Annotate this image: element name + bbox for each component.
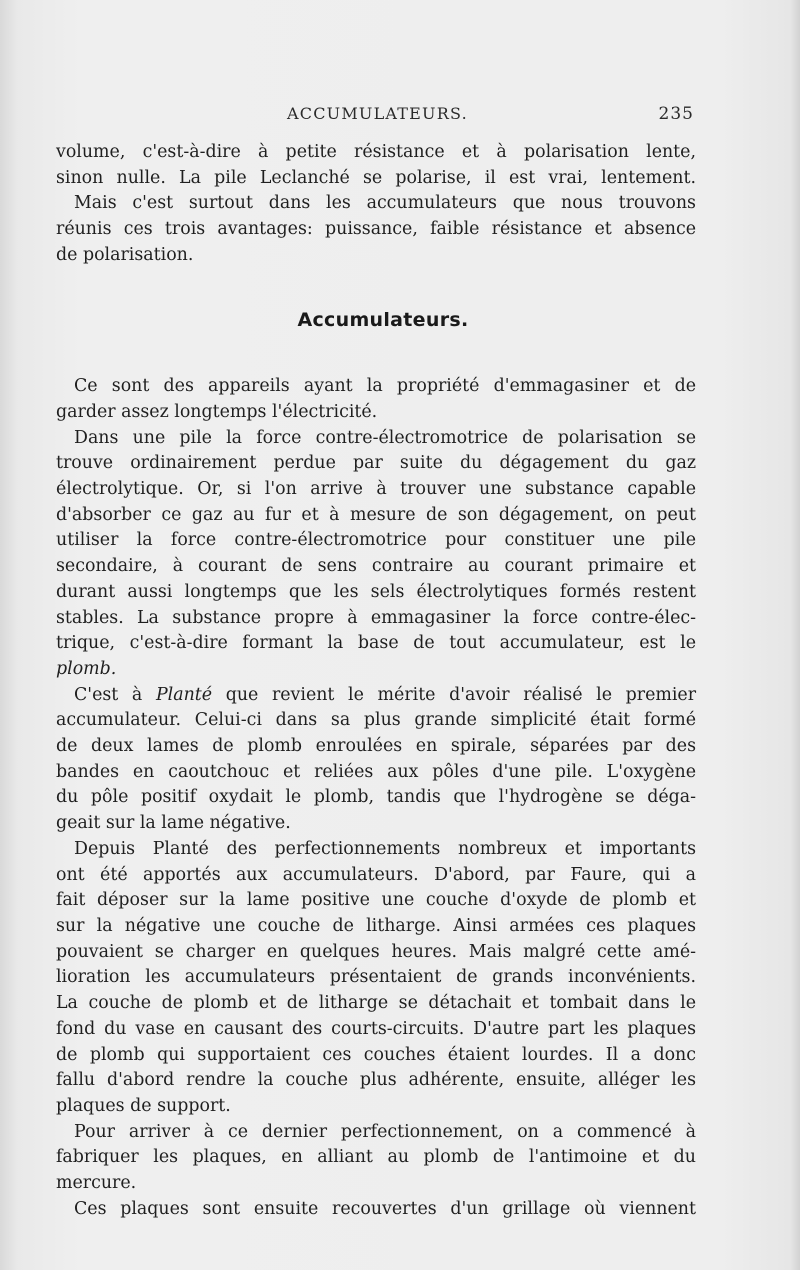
text-line: du pôle positif oxydait le plomb, tandis que l'hydrogène se déga- [56,787,696,808]
text-line: trique, c'est-à-dire formant la base de tout accumulateur, est le [56,633,696,654]
text-line: fallu d'abord rendre la couche plus adhérente, ensuite, alléger les [56,1070,696,1091]
text-line: utiliser la force contre-électromotrice pour constituer une pile [56,530,696,551]
text-line: fond du vase en causant des courts-circuits. D'autre part les plaques [56,1018,696,1039]
text-line: volume, c'est-à-dire à petite résistance et à polarisation lente, [56,142,696,162]
text-line: garder assez longtemps l'électricité. [56,401,378,422]
italic-term: plomb. [56,658,117,679]
text-line: de plomb qui supportaient ces couches étaient lourdes. Il a donc [56,1044,696,1065]
text-line: Mais c'est surtout dans les accumulateurs que nous trouvons [74,193,696,214]
text-line: pouvaient se charger en quelques heures. Mais malgré cette amé- [56,941,696,962]
text-line [56,683,696,709]
paragraph-grid [56,1197,696,1223]
italic-name: Planté [155,684,213,705]
text-fragment: que revient le mérite d'avoir réalisé le premier [212,684,697,705]
text-line [56,657,696,683]
text-line: Ces plaques sont ensuite recouvertes d'un grillage où viennent [74,1198,696,1219]
text-line: sur la négative une couche de litharge. Ainsi armées ces plaques [56,915,696,936]
text-line: trouve ordinairement perdue par suite du dégagement du gaz [56,453,696,474]
text-line: mercure. [56,1173,137,1194]
text-line: durant aussi longtemps que les sels électrolytiques formés restent [56,581,696,602]
text-line: de polarisation. [56,244,194,265]
text-line: stables. La substance propre à emmagasiner la force contre-élec- [56,607,696,628]
text-line: fait déposer sur la lame positive une couche d'oxyde de plomb et [56,890,696,911]
text-line: ont été apportés aux accumulateurs. D'abord, par Faure, qui a [56,864,696,885]
text-line: de deux lames de plomb enroulées en spirale, séparées par des [56,736,696,757]
text-line: Pour arriver à ce dernier perfectionnement, on a commencé à [74,1121,696,1142]
text-line: accumulateur. Celui-ci dans sa plus grande simplicité était formé [56,710,696,731]
text-line: sinon nulle. La pile Leclanché se polarise, il est vrai, lentement. [56,167,696,188]
text-line: Ce sont des appareils ayant la propriété d'emmagasiner et de [74,376,696,397]
text-fragment: C'est à [74,684,156,705]
paragraph-polarisation [56,426,696,683]
text-line: secondaire, à courant de sens contraire au courant primaire et [56,556,696,577]
paragraph-definition [56,374,696,425]
page-header [0,104,800,128]
text-line: d'absorber ce gaz au fur et à mesure de son dégagement, on peut [56,504,696,525]
text-line: Dans une pile la force contre-électromotrice de polarisation se [74,427,696,448]
text-line: fabriquer les plaques, en alliant au plomb de l'antimoine et du [56,1147,696,1168]
body-text [56,140,696,1222]
text-line: La couche de plomb et de litharge se détachait et tombait dans le [56,993,696,1014]
text-line: plaques de support. [56,1095,231,1116]
paragraph-improvements [56,837,696,1120]
running-title: ACCUMULATEURS. [287,104,468,123]
text-line: lioration les accumulateurs présentaient de grands inconvénients. [56,967,696,988]
text-line: réunis ces trois avantages: puissance, faible résistance et absence [56,219,696,240]
section-heading: Accumulateurs. [297,308,469,331]
text-line: électrolytique. Or, si l'on arrive à trouver une substance capable [56,479,696,500]
paragraph-plante [56,683,696,837]
intro-paragraph [56,140,696,269]
text-line: Depuis Planté des perfectionnements nombreux et importants [74,838,696,859]
page-number: 235 [658,104,694,124]
paragraph-alloy [56,1120,696,1197]
text-line: geait sur la lame négative. [56,813,291,834]
text-line: bandes en caoutchouc et reliées aux pôles d'une pile. L'oxygène [56,761,696,782]
